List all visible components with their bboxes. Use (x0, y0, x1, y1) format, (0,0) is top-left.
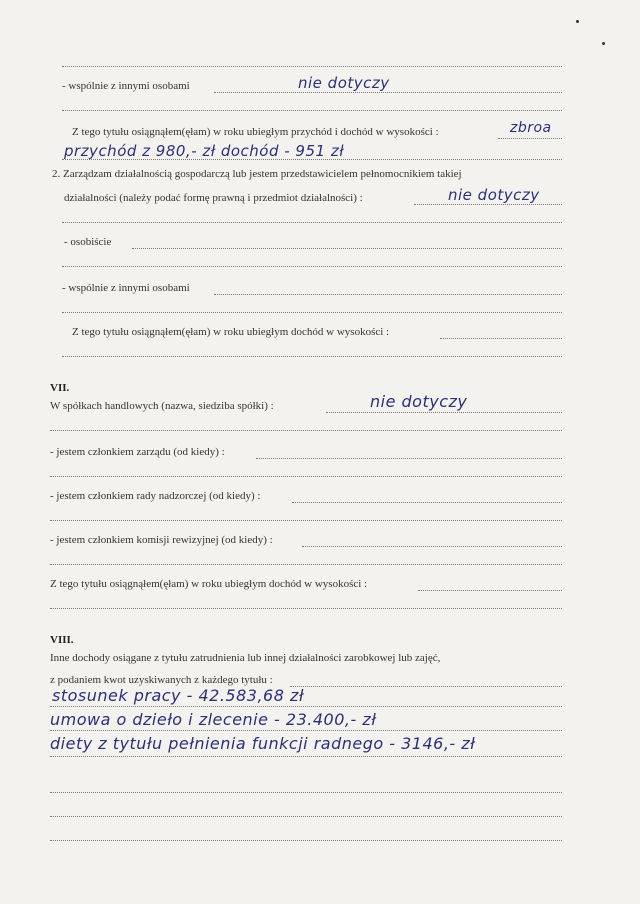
corner-mark (602, 42, 605, 45)
dotted-line (50, 608, 562, 609)
spolki-label: W spółkach handlowych (nazwa, siedziba spółki) : (50, 400, 274, 412)
dotted-line (132, 248, 562, 249)
dotted-line (50, 792, 562, 793)
corner-mark (576, 20, 579, 23)
dotted-line (440, 338, 562, 339)
dotted-line (50, 430, 562, 431)
dotted-line (418, 590, 562, 591)
dotted-line (414, 204, 562, 205)
wspolnie-label: - wspólnie z innymi osobami (62, 80, 190, 92)
handwritten-nie-dotyczy: nie dotyczy (448, 186, 540, 204)
zarzad-label: - jestem członkiem zarządu (od kiedy) : (50, 446, 225, 458)
handwritten-nie-dotyczy: nie dotyczy (298, 74, 390, 92)
handwritten-income-b: przychód z 980,- zł dochód - 951 zł (64, 142, 345, 160)
rada-label: - jestem członkiem rady nadzorczej (od kiedy) : (50, 490, 261, 502)
dotted-line (50, 840, 562, 841)
dotted-line (62, 159, 562, 160)
inne-dochody-line2: z podaniem kwot uzyskiwanych z każdego tytułu : (50, 674, 273, 686)
dotted-line (62, 312, 562, 313)
dotted-line (50, 476, 562, 477)
dotted-line (292, 502, 562, 503)
dotted-line (50, 706, 562, 707)
wspolnie-label: - wspólnie z innymi osobami (62, 282, 190, 294)
handwritten-income-diety: diety z tytułu pełnienia funkcji radnego - 3146,- zł (50, 734, 476, 753)
z-tego-tytulu-dochod: Z tego tytułu osiągnąłem(ęłam) w roku ubiegłym dochód w wysokości : (50, 578, 368, 590)
dotted-line (256, 458, 562, 459)
dotted-line (62, 266, 562, 267)
item2-line2: działalności (należy podać formę prawną i przedmiot działalności) : (64, 192, 363, 204)
dotted-line (62, 110, 562, 111)
dotted-line (214, 92, 562, 93)
dotted-line (498, 138, 562, 139)
dotted-line (302, 546, 562, 547)
komisja-label: - jestem członkiem komisji rewizyjnej (od kiedy) : (50, 534, 273, 546)
handwritten-income-contract: umowa o dzieło i zlecenie - 23.400,- zł (50, 710, 377, 729)
dotted-line (62, 356, 562, 357)
inne-dochody-line1: Inne dochody osiągane z tytułu zatrudnienia lub innej działalności zarobkowej lub zajęć, (50, 652, 441, 664)
dotted-line (50, 564, 562, 565)
section-viii-heading: VIII. (50, 634, 74, 646)
dotted-line (214, 294, 562, 295)
handwritten-nie-dotyczy: nie dotyczy (370, 392, 468, 411)
dotted-line (50, 756, 562, 757)
section-vii-heading: VII. (50, 382, 70, 394)
dotted-line (50, 730, 562, 731)
osobiscie-label: - osobiście (64, 236, 112, 248)
dotted-line (290, 686, 562, 687)
handwritten-income-employment: stosunek pracy - 42.583,68 zł (52, 686, 304, 705)
z-tego-tytulu-dochod: Z tego tytułu osiągnąłem(ęłam) w roku ubiegłym dochód w wysokości : (72, 326, 390, 338)
item2-line1: 2. Zarządzam działalnością gospodarczą lub jestem przedstawicielem pełnomocnikiem takiej (52, 168, 462, 180)
dotted-line (50, 816, 562, 817)
z-tego-tytulu-przychod: Z tego tytułu osiągnąłem(ęłam) w roku ubiegłym przychód i dochód w wysokości : (72, 126, 439, 138)
dotted-line (50, 520, 562, 521)
dotted-line (62, 222, 562, 223)
dotted-line (62, 66, 562, 67)
dotted-line (326, 412, 562, 413)
handwritten-income-a: zbroa (510, 120, 552, 136)
